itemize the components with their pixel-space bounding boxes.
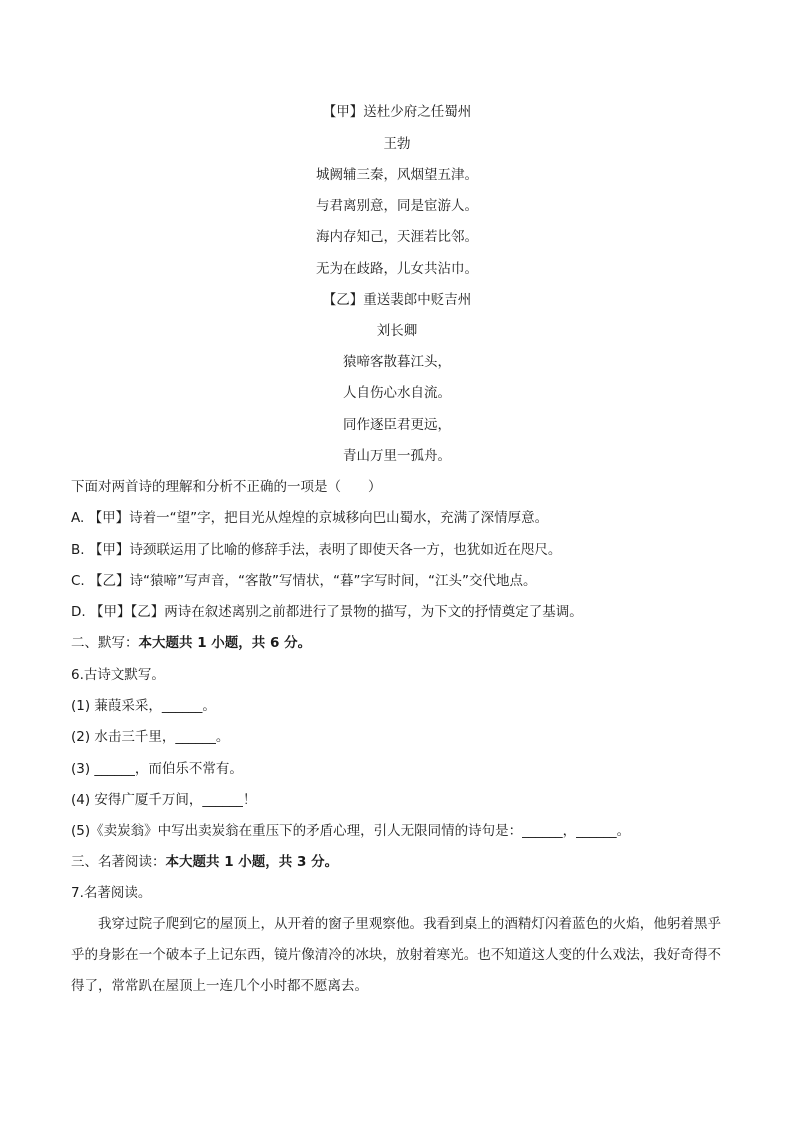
question-6-item-5: (5)《卖炭翁》中写出卖炭翁在重压下的矛盾心理，引人无限同情的诗句是：______，______。 — [71, 823, 631, 839]
poem-yi-line-4: 青山万里一孤舟。 — [343, 448, 451, 464]
poem-jia-line-3: 海内存知己，天涯若比邻。 — [316, 229, 478, 245]
question-7-passage: 我穿过院子爬到它的屋顶上，从开着的窗子里观察他。我看到桌上的酒精灯闪着蓝色的火焰，他躬着黑乎乎的身影在一个破本子上记东西，镜片像清冷的冰块，放射着寒光。也不知道这人变的什么戏法，我好奇得不得了，常常趴在屋顶上一连几个小时都不愿离去。 — [71, 916, 721, 994]
question-5-stem: 下面对两首诗的理解和分析不正确的一项是（ ） — [71, 479, 382, 495]
section-2-desc: 本大题共 1 小题，共 6 分。 — [138, 635, 312, 651]
question-7-stem: 7.名著阅读。 — [71, 885, 152, 901]
poem-jia-line-2: 与君离别意，同是宦游人。 — [316, 198, 478, 214]
question-5-option-b: B. 【甲】诗颈联运用了比喻的修辞手法，表明了即使天各一方，也犹如近在咫尺。 — [71, 542, 562, 558]
question-5-option-c: C. 【乙】诗“猿啼”写声音，“客散”写情状，“暮”字写时间，“江头”交代地点。 — [71, 573, 537, 589]
poem-yi-line-3: 同作逐臣君更远， — [343, 417, 451, 433]
section-3-heading — [71, 852, 731, 872]
section-2-heading — [71, 633, 731, 653]
poem-jia-line-1: 城阙辅三秦，风烟望五津。 — [316, 167, 478, 183]
question-5-option-a: A. 【甲】诗着一“望”字，把目光从煌煌的京城移向巴山蜀水，充满了深情厚意。 — [71, 510, 549, 526]
poem-yi-title: 【乙】重送裴郎中贬吉州 — [322, 292, 472, 308]
question-6-item-1: (1) 蒹葭采采，______。 — [71, 698, 216, 714]
poem-jia-title: 【甲】送杜少府之任蜀州 — [322, 104, 472, 120]
poem-jia-line-4: 无为在歧路，儿女共沾巾。 — [316, 261, 478, 277]
question-6-stem: 6.古诗文默写。 — [71, 667, 165, 683]
question-6-item-3: (3) ______，而伯乐不常有。 — [71, 761, 243, 777]
poem-yi-line-2: 人自伤心水自流。 — [343, 385, 451, 401]
question-5-option-d: D. 【甲】【乙】两诗在叙述离别之前都进行了景物的描写，为下文的抒情奠定了基调。 — [71, 604, 583, 620]
section-3-desc: 本大题共 1 小题，共 3 分。 — [165, 854, 339, 870]
question-6-item-4: (4) 安得广厦千万间，______！ — [71, 792, 257, 808]
section-3-prefix: 三、名著阅读： — [71, 854, 166, 870]
poem-jia-author: 王勃 — [383, 136, 411, 152]
poem-yi-author: 刘长卿 — [376, 323, 418, 339]
question-6-item-2: (2) 水击三千里，______。 — [71, 729, 230, 745]
section-2-prefix: 二、默写： — [71, 635, 139, 651]
poem-yi-line-1: 猿啼客散暮江头， — [343, 354, 451, 370]
